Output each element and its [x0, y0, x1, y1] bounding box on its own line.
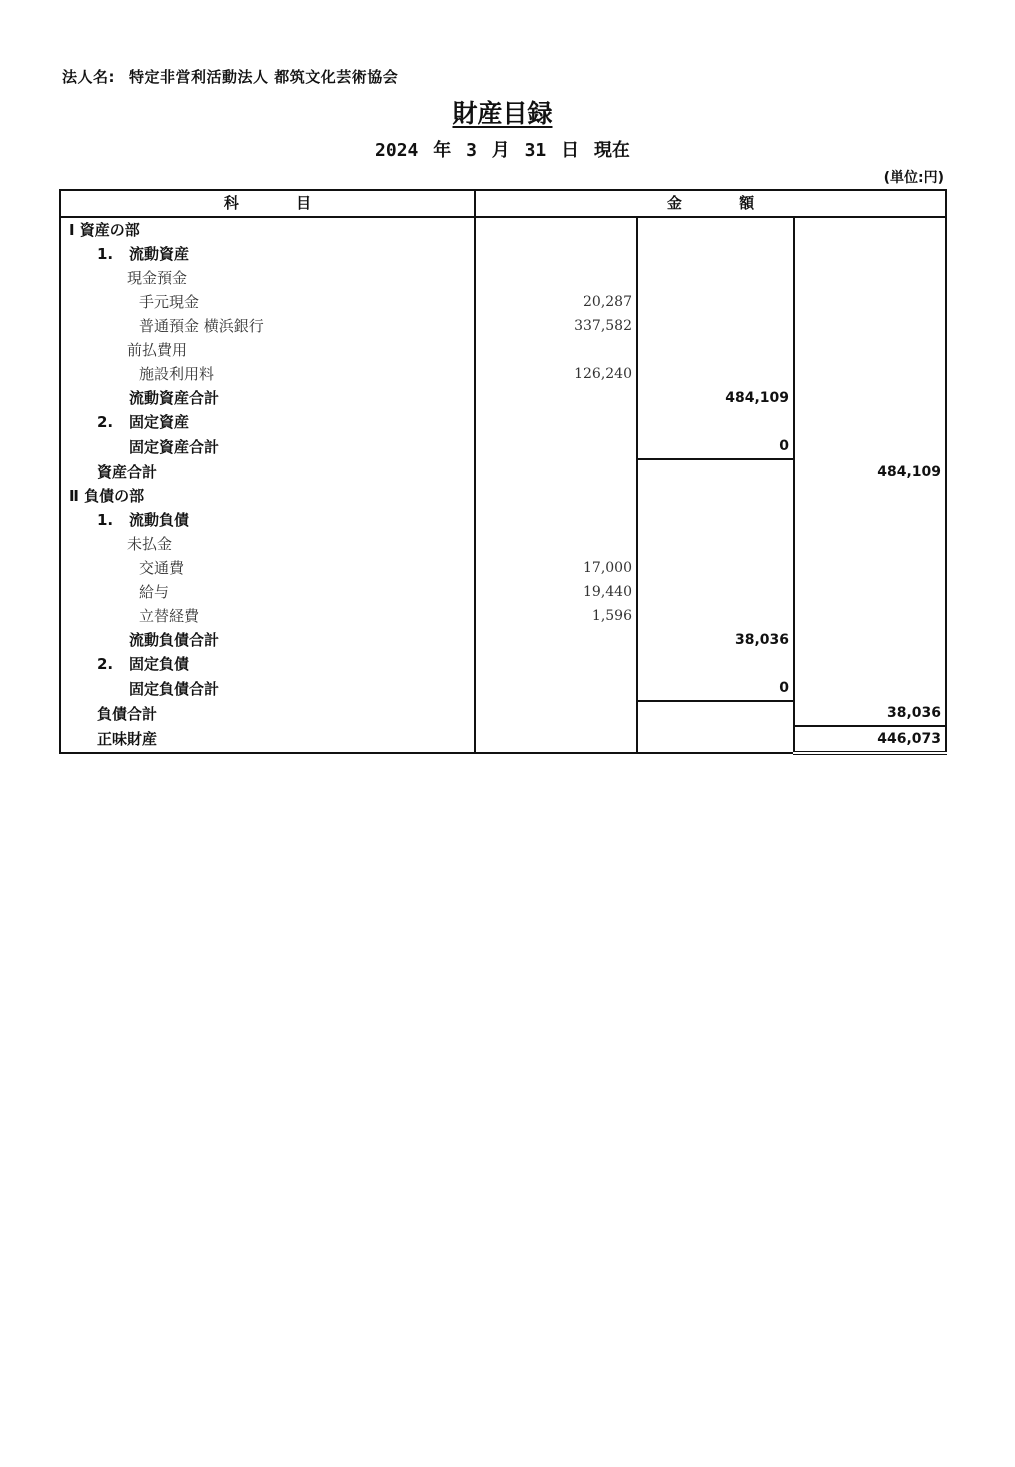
row-subtotal-amount: 38,036: [637, 628, 794, 652]
corporation-label: 法人名:: [62, 68, 115, 86]
row-subtotal-amount: [637, 726, 794, 753]
row-total-amount: [794, 217, 946, 242]
row-subtotal-amount: [637, 314, 794, 338]
row-total-amount: [794, 556, 946, 580]
table-row: [60, 266, 946, 290]
table-row: [60, 652, 946, 676]
row-subtotal-amount: [637, 242, 794, 266]
row-total-amount: [794, 410, 946, 434]
account-group: 前払費用: [60, 338, 475, 362]
row-detail-amount: [475, 242, 637, 266]
table-header-row: [60, 190, 946, 217]
account-item: 交通費: [60, 556, 475, 580]
table-row: [60, 484, 946, 508]
category-current-assets: 1. 流動資産: [60, 242, 475, 266]
row-total-amount: 446,073: [794, 726, 946, 753]
table-row: [60, 676, 946, 701]
subtotal-current-liabilities: 流動負債合計: [60, 628, 475, 652]
document-title-wrap: [0, 94, 1005, 130]
account-group: 未払金: [60, 532, 475, 556]
row-subtotal-amount: [637, 508, 794, 532]
row-total-amount: [794, 434, 946, 459]
subtotal-fixed-liabilities: 固定負債合計: [60, 676, 475, 701]
total-liabilities: 負債合計: [60, 701, 475, 726]
account-item: 手元現金: [60, 290, 475, 314]
row-total-amount: 484,109: [794, 459, 946, 484]
inventory-table: [59, 189, 947, 755]
row-subtotal-amount: [637, 459, 794, 484]
row-subtotal-amount: 0: [637, 434, 794, 459]
total-assets: 資産合計: [60, 459, 475, 484]
row-detail-amount: [475, 628, 637, 652]
row-detail-amount: [475, 652, 637, 676]
row-subtotal-amount: [637, 532, 794, 556]
category-current-liabilities: 1. 流動負債: [60, 508, 475, 532]
row-subtotal-amount: [637, 484, 794, 508]
account-group: 現金預金: [60, 266, 475, 290]
row-detail-amount: [475, 217, 637, 242]
row-subtotal-amount: [637, 362, 794, 386]
account-item: 立替経費: [60, 604, 475, 628]
table-row: [60, 580, 946, 604]
table-row: [60, 217, 946, 242]
row-total-amount: [794, 580, 946, 604]
table-row: [60, 726, 946, 753]
row-total-amount: [794, 604, 946, 628]
row-detail-amount: [475, 484, 637, 508]
table-row: [60, 314, 946, 338]
row-detail-amount: [475, 532, 637, 556]
table-row: [60, 434, 946, 459]
section-heading-liabilities: Ⅱ 負債の部: [60, 484, 475, 508]
row-detail-amount: 19,440: [475, 580, 637, 604]
table-row: [60, 556, 946, 580]
row-detail-amount: 17,000: [475, 556, 637, 580]
category-fixed-assets: 2. 固定資産: [60, 410, 475, 434]
row-total-amount: [794, 266, 946, 290]
row-total-amount: [794, 628, 946, 652]
row-total-amount: [794, 362, 946, 386]
row-total-amount: [794, 484, 946, 508]
table-row: [60, 628, 946, 652]
as-of-date: 2024 年 3 月 31 日 現在: [375, 140, 630, 161]
table-row: [60, 242, 946, 266]
table-row: [60, 459, 946, 484]
table-row: [60, 386, 946, 410]
net-assets: 正味財産: [60, 726, 475, 753]
row-subtotal-amount: [637, 556, 794, 580]
corporation-line: [62, 66, 398, 87]
row-detail-amount: [475, 459, 637, 484]
column-header-item: 科 目: [60, 190, 475, 217]
account-item: 普通預金 横浜銀行: [60, 314, 475, 338]
table-row: [60, 508, 946, 532]
row-total-amount: [794, 508, 946, 532]
row-detail-amount: [475, 386, 637, 410]
row-total-amount: [794, 290, 946, 314]
row-subtotal-amount: [637, 652, 794, 676]
row-detail-amount: 1,596: [475, 604, 637, 628]
column-header-amount: 金 額: [475, 190, 946, 217]
row-detail-amount: 337,582: [475, 314, 637, 338]
corporation-name: 特定非営利活動法人 都筑文化芸術協会: [129, 68, 399, 86]
row-subtotal-amount: [637, 217, 794, 242]
row-detail-amount: [475, 338, 637, 362]
row-total-amount: [794, 676, 946, 701]
row-subtotal-amount: 0: [637, 676, 794, 701]
row-detail-amount: [475, 266, 637, 290]
document-title: 財産目録: [452, 99, 553, 128]
table-row: [60, 701, 946, 726]
row-total-amount: [794, 242, 946, 266]
subtotal-current-assets: 流動資産合計: [60, 386, 475, 410]
row-detail-amount: 126,240: [475, 362, 637, 386]
row-total-amount: 38,036: [794, 701, 946, 726]
table-row: [60, 338, 946, 362]
row-total-amount: [794, 314, 946, 338]
row-subtotal-amount: [637, 410, 794, 434]
row-subtotal-amount: [637, 266, 794, 290]
row-subtotal-amount: [637, 604, 794, 628]
row-detail-amount: [475, 726, 637, 753]
subtotal-fixed-assets: 固定資産合計: [60, 434, 475, 459]
table-row: [60, 532, 946, 556]
section-heading-assets: Ⅰ 資産の部: [60, 217, 475, 242]
account-item: 給与: [60, 580, 475, 604]
row-detail-amount: [475, 701, 637, 726]
row-total-amount: [794, 338, 946, 362]
table-row: [60, 410, 946, 434]
row-subtotal-amount: [637, 290, 794, 314]
unit-note: (単位:円): [883, 170, 944, 186]
row-total-amount: [794, 386, 946, 410]
row-subtotal-amount: [637, 580, 794, 604]
row-subtotal-amount: 484,109: [637, 386, 794, 410]
row-detail-amount: [475, 676, 637, 701]
table-row: [60, 290, 946, 314]
account-item: 施設利用料: [60, 362, 475, 386]
row-total-amount: [794, 652, 946, 676]
row-detail-amount: [475, 410, 637, 434]
row-total-amount: [794, 532, 946, 556]
row-detail-amount: [475, 508, 637, 532]
table-row: [60, 362, 946, 386]
table-row: [60, 604, 946, 628]
row-detail-amount: [475, 434, 637, 459]
row-detail-amount: 20,287: [475, 290, 637, 314]
row-subtotal-amount: [637, 338, 794, 362]
row-subtotal-amount: [637, 701, 794, 726]
category-fixed-liabilities: 2. 固定負債: [60, 652, 475, 676]
